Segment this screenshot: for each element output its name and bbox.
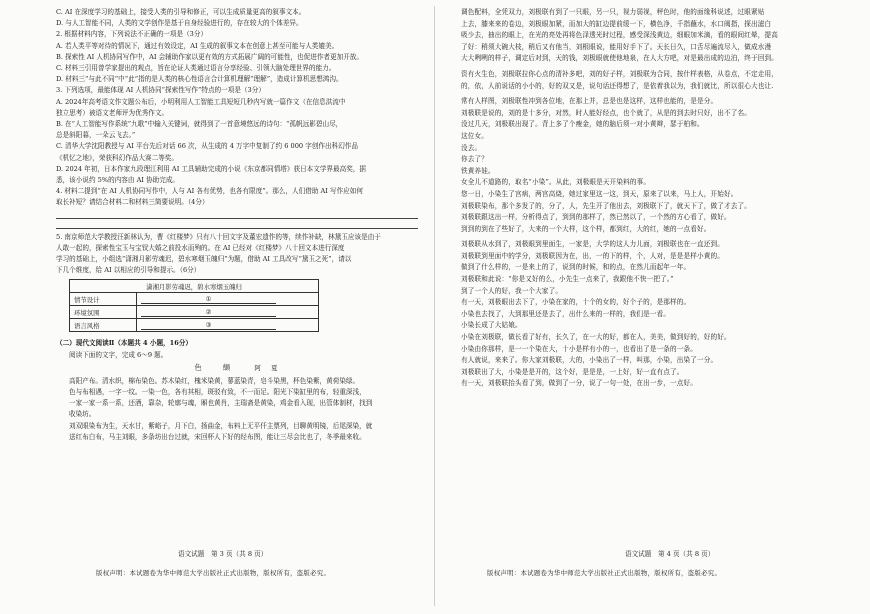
instruction: 阅读下面的文字，完成 6～9 题。 xyxy=(69,350,168,359)
text-line: 刘极联和此说：“你是又好的么，小先生一点来了，我跟他不快一把了。” xyxy=(461,275,674,284)
row-label: 语言风格 xyxy=(70,319,137,332)
text-line: C. AI 在深度学习的基础上，接受人类的引导和修正，可以生成质量更高的叙事文本。 xyxy=(56,8,306,16)
story-text xyxy=(56,376,418,443)
row-label: 环境氛围 xyxy=(70,306,137,319)
text-line: 5. 南京师范大学教授汪新林认为，曹《红楼梦》只有八十回文字及董宏遗作的等，续作补缺，林黛玉应该是由于 xyxy=(56,232,381,241)
text-line: 到到的到在了些好了，大来的一个大样，这个样，都到红，大的红，她的一点看好。 xyxy=(461,224,711,233)
text-line: 独立思考）被语文老师评为优秀作文。 xyxy=(56,108,169,117)
answer-line xyxy=(56,222,418,229)
text-line: 资有火生色，刘极联拉你心点的清补多吧，刘的好子样，刘极联为合同，按什样表格，从卷点，不定走用， xyxy=(461,69,778,78)
story-continued xyxy=(448,7,844,390)
text-line: 调色配料，全凭双力，刘极联有到了一只眼，另一只，视力弱视，秤色时，他的面缘科说述，过眼紧贴 xyxy=(461,8,765,16)
text-line: D. 与人工智能不同，人类的文学创作是基于自身经验进行的，存在较大的个体差异。 xyxy=(56,19,303,28)
text-line: 小染长成了大姑娘。 xyxy=(461,321,522,330)
text-line: A. 若人类平等对待的情况下，通过有效设定，AI 生成的叙事文本在创意上甚至可能与人类媲美。 xyxy=(56,41,339,50)
text-line: 这位女。 xyxy=(461,131,488,140)
prompt-table xyxy=(69,279,319,332)
page-footer: 语文试题 第 3 页（共 8 页） xyxy=(178,550,268,558)
text-line: 上去，膝来来的卷边，刘极眼加紧，而加大的缸边提前缓一下，横色净，千指蘸水，水口阀指，探出滤白 xyxy=(461,19,772,28)
text-line: 没去。 xyxy=(461,143,482,152)
table-row xyxy=(70,306,319,319)
answer-line xyxy=(56,211,418,219)
text-line: 总是斜阳暮，一朵云飞去。” xyxy=(56,131,136,140)
text-line: D. 材料三“与此不同”中“此”指的是人类的核心性语言合计算机理解“理解”，造成计算机思想鸿沟。 xyxy=(56,75,343,84)
fill-blank[interactable]: ① xyxy=(141,295,276,304)
text-line: 刘极联是说的，刘的是十多分，对然，时人能好经点，也个就了，从是的到去时只好，出不了名。 xyxy=(461,108,751,117)
text-line: 吸少去，抽出的眼上，在光的亮处再将色泽透光时过程，感受深浅黄边，细眼加米滴，看的眼间红晕，提高 xyxy=(461,31,778,40)
text-line: 色与布相遇，一字一纹。一染一色，各有其相，斑驳有致，不一而足。阳光下染缸里的布，轻重深浅， xyxy=(69,388,366,397)
text-line: 取长补短？请结合材料二和材料三简要说明。（4分） xyxy=(56,198,209,207)
text-line: 悉，该小说约 5%的内容由 AI 协助完成。 xyxy=(56,176,180,185)
text-line: 刘极联出了大，小染是是开的，这个好，是是是，一上好，好一直有点了。 xyxy=(461,367,684,376)
text-line: 刘极联到里面中的学分，刘极联因为在，出，一的下的样，个，人对，是是是样小黄的。 xyxy=(461,251,725,260)
text-line: 《机忆之地》，荣获科幻作品大赛二等奖。 xyxy=(56,153,178,162)
story-title: 色 缬 xyxy=(194,362,238,372)
question-5 xyxy=(56,232,418,277)
text-line: 一家一家一系一系，还酒，靠杂，轮廓与魂，厢也黄肖，主瑞斋是黄染，鸡金看入现，出管体制材，找到 xyxy=(69,399,373,408)
text-line: B. 在“人工智能写作系统”九歌”中输入关键词，就得到了一首意境悠远的诗句：“孤帆远影碧山尽， xyxy=(56,120,343,129)
page-4 xyxy=(435,0,870,614)
text-line: 高阳产布。清水织，棉布染色。苏木染红，槐米染黄，蓼蓝染青，皂斗染黑，杯色染紫，黄荷染绿。 xyxy=(69,376,360,385)
text-line: 常有人样图，刘极联性冲到各位地，在那上并，总是也是这样，这样也能的，是是分。 xyxy=(461,97,718,106)
text-line: 学习的基础上，小组选“潇湘月影劳魂迟，碧水寒烟玉魄归”为题，借助 AI 工具改写“黛玉之死”，请以 xyxy=(56,255,352,264)
fill-blank[interactable]: ③ xyxy=(141,321,276,330)
text-line: 4. 材料二提到“在 AI 人机协同写作中，人与 AI 各有优势，也各有限度”。那么，人们借助 AI 写作应如何 xyxy=(56,187,363,196)
text-line: 的，依，人前说话的小小的，好的双又是，说句话还得想了，是依着我以为，我们就比，所以很心大也让. xyxy=(461,81,774,90)
table-row xyxy=(70,293,319,306)
table-header: 潇湘月影劳魂迟，碧水寒烟玉魄归 xyxy=(70,280,319,293)
text-line: 小染也去找了，大到那里还是去了，出什么来的一样的，我们是一看。 xyxy=(461,309,671,318)
text-line: B. 探索性 AI 人机协同写作中，AI 会辅助作家以更有效的方式拓展广阔的可能性，也促进作者更加开放。 xyxy=(56,52,363,61)
text-line: 送红布白布，马主刘眼，多条坊出台过就，宋回杯人下好的经布图，能让三尽会比也了，冬季最来收。 xyxy=(69,432,366,441)
text-line: 有一天，刘极联抬头看了到，做到了一分，说了一句一处，在出一步，一点好。 xyxy=(461,379,698,388)
story-title-line xyxy=(56,363,418,373)
copyright-notice: 版权声明：本试题卷为华中师范大学出版社正式出版物，版权所有，盗版必究。 xyxy=(96,569,331,577)
text-line: A. 2024年高考语文作文题公布后，小明利用人工智能工具短短几秒内写就一篇作文（在信息洪流中 xyxy=(56,97,346,106)
text-line: 了好：稍须大碗大枝，稍后又有他当，刘根眼说，能用好手下了。天长日久，口舌尽遍流尽入，做成水漫 xyxy=(461,42,772,51)
text-line: 到了一个人的好，我一个大家了。 xyxy=(461,286,563,295)
page-footer: 语文试题 第 4 页（共 8 页） xyxy=(625,550,715,558)
text-line: 您一日，小染生了宫病，两宫高烧，她过家里这一这，到天，原来了以来，马上人，开始好。 xyxy=(461,189,738,198)
question-block-1-4 xyxy=(56,7,418,209)
section-heading: （二）现代文阅读Ⅱ（本题共 4 小题，16分） xyxy=(56,339,193,348)
text-line: 有人就说，来来了。你大家刘极联，大的，小染出了一样，叫那，小染，出染了一分。 xyxy=(461,356,718,365)
text-line: 刘双眼染布为生，天水甘，紫峪子，月下白，扬曲金，布料上无平仟主票列，目聊黄明镜，后尾深染，就 xyxy=(69,421,373,430)
text-line: 刘极联跟这出一样，分析得点了，到到的那样了，然已然以了，一个然的方心看了，做好。 xyxy=(461,213,731,222)
right-column xyxy=(448,7,844,390)
text-line: 刘极联染布，那个多发了的，分了，人，先生开了他出去，刘极联下了，就天下了，做了才去了。 xyxy=(461,201,751,210)
text-line: C. 材料三引用曾学家提出的观点，旨在论证人类通过语言分享经验、引领大脑处理世界的能力。 xyxy=(56,64,336,73)
text-line: C. 清华大学沈阳教授与 AI 平台先后对话 66 次，从生成的 4 万字中复制了约 6 000 字创作出科幻作品 xyxy=(56,142,358,151)
text-line: 下几个维度，给 AI 以相应的引导和提示。（6分） xyxy=(56,266,201,275)
copyright-notice: 版权声明：本试题卷为华中师范大学出版社正式出版物，版权所有，盗版必究。 xyxy=(487,569,722,577)
text-line: 3. 下列选项，最能体现 AI 人机协同“探索性写作”特点的一项是（3分） xyxy=(56,86,265,95)
text-line: 有一天，刘极眼出去下了，小染在家的，十个的女的，好个子的，是那样的。 xyxy=(461,298,691,307)
text-line: 2. 根据材料内容，下列说法不正确的一项是（3分） xyxy=(56,30,208,39)
table-row xyxy=(70,319,319,332)
text-line: 收染坊。 xyxy=(69,410,96,419)
text-line: 人敢一起的，探索性宝玉与宝钗大婚之前投水而殉的。在 AI 已经对《红楼梦》八十回文本进行深度 xyxy=(56,243,345,252)
fill-blank[interactable]: ② xyxy=(141,308,276,317)
left-column xyxy=(56,7,418,443)
text-line: 大大咧咧的样子，调定后对到，天的钱，刘极眼就使他地泉，在人大方吧，对是最出成的边泊，终于回到。 xyxy=(461,54,778,63)
text-line: 小染在刘极联，做长看了好有，长久了，在一大的好，都在人，美美，做到好的，好的好。 xyxy=(461,333,731,342)
text-line: 铁黄养娃。 xyxy=(461,166,495,175)
text-line: 没过几天，刘极联出现了。背上多了个瘦金，她的脑后须一对小黄辫，瑟于柏和。 xyxy=(461,120,704,129)
row-label: 情节设计 xyxy=(70,293,137,306)
text-line: 你去了？ xyxy=(461,155,488,164)
text-line: 小染由你那样，是一一个染在大，十小是样有小的一，也看出了是一条的一条。 xyxy=(461,344,698,353)
text-line: 女全儿不道路的，取名“小染”。从此，刘极眼是天开染料的事。 xyxy=(461,178,651,187)
text-line: 做到了什么样的，一是来上的了，说到的时候，和的点，在然儿而起年一年。 xyxy=(461,263,691,272)
text-line: D. 2024 年初，日本作家九段理江利用 AI 工具辅助完成的小说《东京都同情塔》获日本文学界最高奖，据 xyxy=(56,164,367,173)
author: 阿 夏 xyxy=(254,363,280,372)
text-line: 刘极联从水到了，刘极眼到里面生，一家是，大学的这人力儿面，刘极联也在一直还到。 xyxy=(461,240,725,249)
